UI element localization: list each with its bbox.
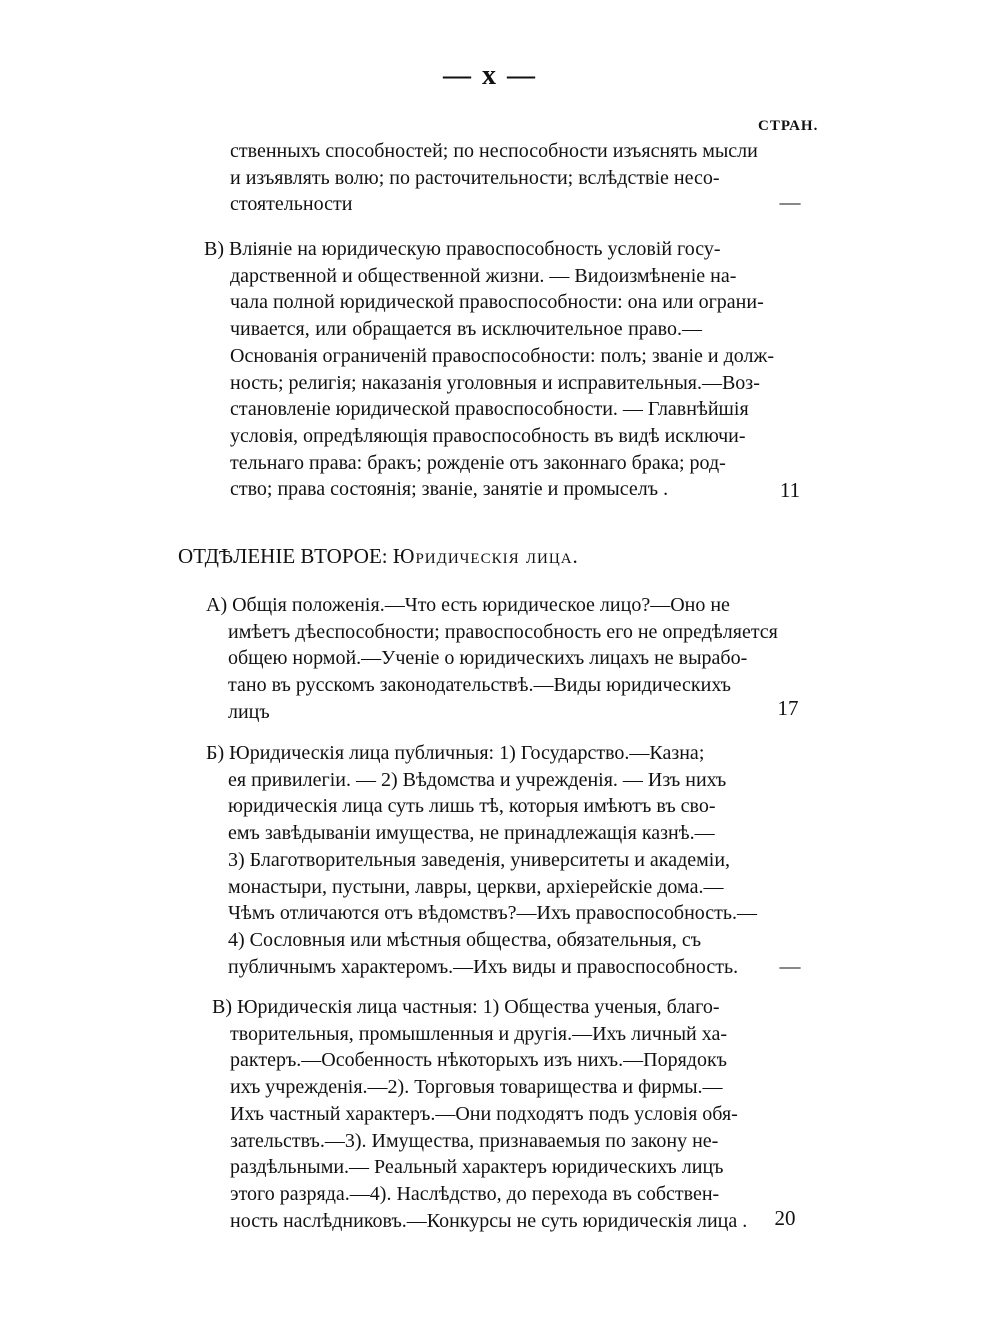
toc-line: ность наслѣдниковъ.—Конкурсы не суть юридическія лица . xyxy=(230,1209,748,1232)
toc-line: рактеръ.—Особенность нѣкоторыхъ изъ нихъ.—Порядокъ xyxy=(230,1049,728,1072)
toc-page-ref: 17 xyxy=(777,696,799,720)
toc-line: лицъ xyxy=(228,700,270,723)
toc-entry-v-public-conditions xyxy=(204,236,775,503)
toc-line: условія, опредѣляющія правоспособность въ видѣ исключи- xyxy=(230,424,746,447)
toc-page-ref: — xyxy=(779,954,801,978)
toc-line: А) Общія положенія.—Что есть юридическое лицо?—Оно не xyxy=(206,594,730,616)
toc-line: ность; религія; наказанія уголовныя и исправительныя.—Воз- xyxy=(230,371,760,394)
toc-entry-a-general xyxy=(206,592,778,726)
toc-line: публичнымъ характеромъ.—Ихъ виды и правоспособность. xyxy=(228,955,739,978)
toc-line: В) Вліяніе на юридическую правоспособность условій госу- xyxy=(204,238,721,260)
toc-line: 3) Благотворительныя заведенія, университеты и академіи, xyxy=(228,848,731,871)
toc-entry-v-private-entities xyxy=(212,994,748,1234)
toc-line: этого разряда.—4). Наслѣдство, до перехода въ собствен- xyxy=(230,1182,720,1205)
toc-line: Чѣмъ отличаются отъ вѣдомствъ?—Ихъ правоспособность.— xyxy=(228,902,758,925)
toc-page-ref: 20 xyxy=(774,1206,796,1230)
toc-page-ref: 11 xyxy=(779,478,801,502)
toc-line: дарственной и общественной жизни. — Видоизмѣненіе на- xyxy=(230,264,737,287)
toc-line: имѣетъ дѣеспособности; правоспособность его не опредѣляется xyxy=(228,620,778,643)
toc-line: становленіе юридической правоспособности. — Главнѣйшія xyxy=(230,398,749,421)
toc-line: тано въ русскомъ законодательствѣ.—Виды юридическихъ xyxy=(228,674,731,697)
section-title xyxy=(178,544,579,569)
toc-line: раздѣльными.— Реальный характеръ юридическихъ лицъ xyxy=(230,1156,724,1179)
toc-line: Основанія ограниченій правоспособности: полъ; званіе и долж- xyxy=(230,344,775,367)
toc-line: зательствъ.—3). Имущества, признаваемыя по закону не- xyxy=(230,1129,719,1152)
toc-line: Ихъ частный характеръ.—Они подходятъ подъ условія обя- xyxy=(230,1102,738,1125)
toc-line: Б) Юридическія лица публичныя: 1) Государство.—Казна; xyxy=(206,742,705,764)
toc-entry-b-public-entities xyxy=(206,740,758,980)
toc-line: ея привилегіи. — 2) Вѣдомства и учрежденія. — Изъ нихъ xyxy=(228,768,727,791)
toc-line: емъ завѣдываніи имущества, не принадлежащія казнѣ.— xyxy=(228,822,715,845)
toc-line: тельнаго права: бракъ; рожденіе отъ законнаго брака; род- xyxy=(230,451,726,474)
page-number: — x — xyxy=(443,60,537,91)
toc-line: общею нормой.—Ученіе о юридическихъ лицахъ не вырабо- xyxy=(228,647,748,670)
toc-line: творительныя, промышленныя и другія.—Ихъ личный ха- xyxy=(230,1022,727,1045)
toc-line: В) Юридическія лица частныя: 1) Общества ученыя, благо- xyxy=(212,996,720,1018)
page-column-header: СТРАН. xyxy=(758,118,819,134)
toc-line: 4) Сословныя или мѣстныя общества, обязательныя, съ xyxy=(228,928,702,951)
section-title-prefix: ОТДѢЛЕНІЕ ВТОРОЕ: xyxy=(178,544,388,568)
toc-line: ихъ учрежденія.—2). Торговыя товарищества и фирмы.— xyxy=(230,1076,723,1099)
toc-line: ственныхъ способностей; по неспособности изъяснять мысли xyxy=(230,140,758,162)
toc-page-ref: — xyxy=(779,190,801,214)
toc-line: монастыри, пустыни, лавры, церкви, архіерейскіе дома.— xyxy=(228,875,724,898)
toc-line: и изъявлять волю; по расточительности; вслѣдствіе несо- xyxy=(230,166,720,189)
toc-line: чивается, или обращается въ исключительное право.— xyxy=(230,318,702,341)
toc-line: юридическія лица суть лишь тѣ, которыя имѣютъ въ сво- xyxy=(228,795,716,818)
toc-line: ство; права состоянія; званіе, занятіе и промыселъ . xyxy=(230,478,669,501)
toc-line: чала полной юридической правоспособности: она или ограни- xyxy=(230,291,764,314)
section-title-main: Юридическія лица. xyxy=(392,544,579,568)
toc-line: стоятельности xyxy=(230,193,353,216)
toc-entry-continued xyxy=(230,138,758,218)
